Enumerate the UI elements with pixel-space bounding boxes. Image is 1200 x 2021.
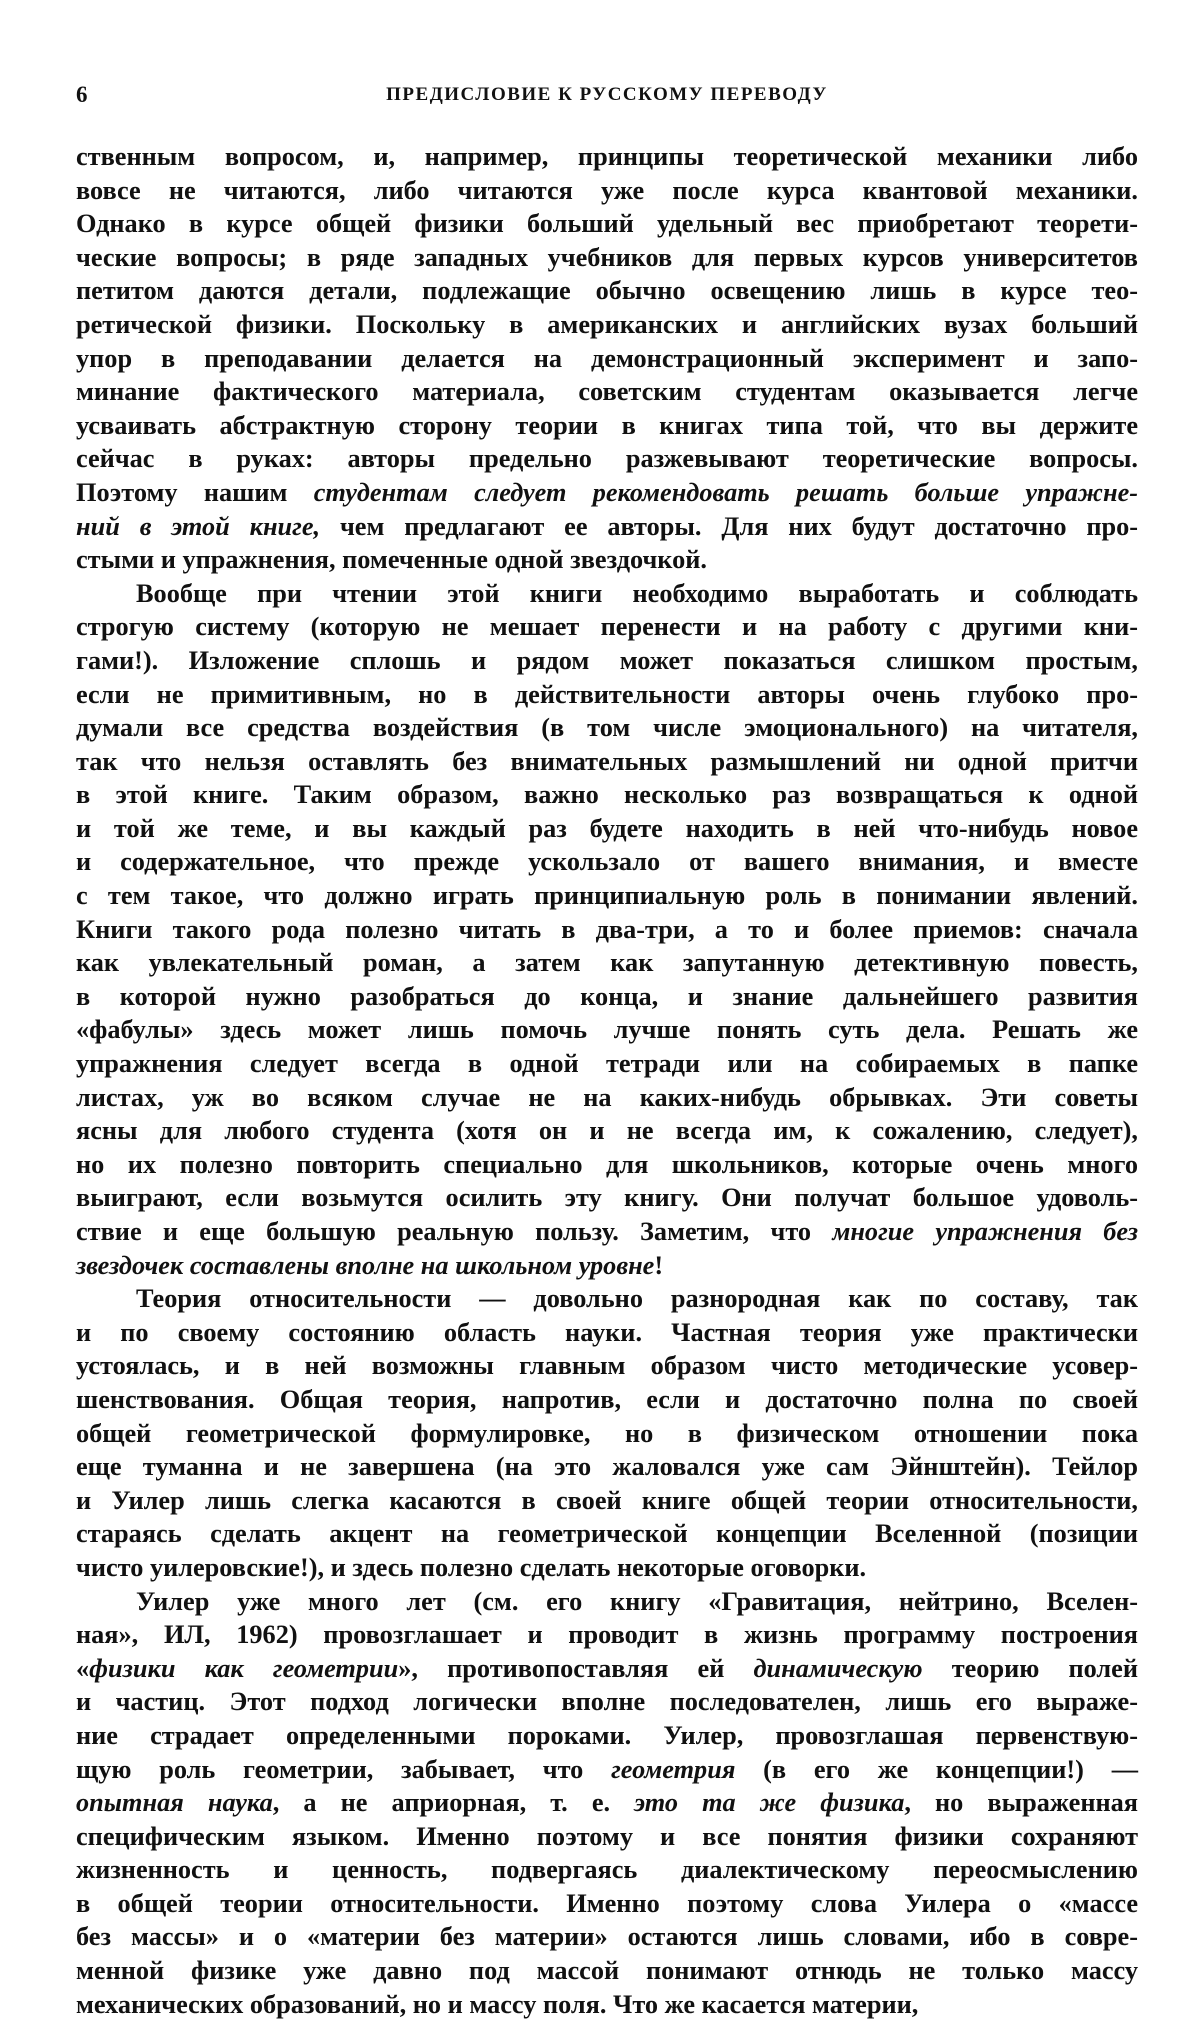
text-line: [76, 946, 1138, 980]
text-segment: гами!). Изложение сплошь и рядом может показаться слишком простым,: [76, 645, 1138, 675]
italic-text: звездочек составлены вполне на школьном уровне: [76, 1250, 655, 1280]
text-segment: но их полезно повторить специально для школьников, которые очень много: [76, 1149, 1138, 1179]
text-line: [76, 1685, 1138, 1719]
paragraph: [76, 140, 1138, 577]
text-segment: в которой нужно разобраться до конца, и знание дальнейшего развития: [76, 981, 1138, 1011]
text-segment: чисто уилеровские!), и здесь полезно сделать некоторые оговорки.: [76, 1552, 867, 1582]
running-head: ПРЕДИСЛОВИЕ К РУССКОМУ ПЕРЕВОДУ: [386, 84, 828, 105]
text-segment: «: [76, 1653, 90, 1683]
italic-text: ний в этой книге,: [76, 511, 321, 541]
text-segment: еще туманна и не завершена (на это жаловался уже сам Эйнштейн). Тейлор: [76, 1452, 1138, 1482]
text-segment: ная», ИЛ, 1962) провозглашает и проводит в жизнь программу построения: [76, 1620, 1138, 1650]
text-line: [76, 1753, 1138, 1787]
text-line: [76, 879, 1138, 913]
text-line: [76, 711, 1138, 745]
text-line: [76, 1820, 1138, 1854]
text-segment: ствие и еще большую реальную пользу. Заметим, что: [76, 1217, 833, 1246]
text-line: [76, 1316, 1138, 1350]
text-segment: устоялась, и в ней возможны главным образом чисто методические усовер-: [76, 1351, 1138, 1381]
text-segment: ретической физики. Поскольку в американских и английских вузах больший: [76, 309, 1138, 339]
text-line: [76, 577, 1138, 611]
text-line: [76, 1887, 1138, 1921]
text-line: [76, 1585, 1138, 1619]
text-segment: упражнения следует всегда в одной тетради или на собираемых в папке: [76, 1049, 1138, 1079]
italic-text: опытная наука: [76, 1788, 273, 1818]
text-line: [76, 174, 1138, 208]
text-segment: Теория относительности — довольно разнородная как по составу, так: [136, 1284, 1138, 1314]
text-line: [76, 1282, 1138, 1316]
body-text: [76, 140, 1138, 2021]
text-line: [76, 1148, 1138, 1182]
text-line: [76, 1349, 1138, 1383]
text-line: [76, 1181, 1138, 1215]
paragraph: [76, 577, 1138, 1282]
text-segment: сейчас в руках: авторы предельно разжевывают теоретические вопросы.: [76, 444, 1138, 474]
text-line: [76, 1450, 1138, 1484]
text-line: [76, 409, 1138, 443]
text-segment: если не примитивным, но в действительности авторы очень глубоко про-: [76, 679, 1138, 709]
text-line: [76, 207, 1138, 241]
text-segment: в этой книге. Таким образом, важно несколько раз возвращаться к одной: [76, 780, 1138, 810]
text-line: [76, 913, 1138, 947]
text-line: [76, 1786, 1138, 1820]
page-number: 6: [76, 82, 88, 107]
text-line: [76, 1114, 1138, 1148]
text-segment: », противопоставляя ей: [398, 1653, 754, 1683]
text-segment: в общей теории относительности. Именно поэтому слова Уилера о «массе: [76, 1888, 1138, 1918]
text-line: [76, 812, 1138, 846]
text-line: [76, 510, 1138, 544]
text-line: [76, 1484, 1138, 1518]
text-line: [76, 375, 1138, 409]
text-line: [76, 308, 1138, 342]
text-line: [76, 1652, 1138, 1686]
text-segment: вовсе не читаются, либо читаются уже после курса квантовой механики.: [76, 175, 1138, 205]
text-segment: и по своему состоянию область науки. Частная теория уже практически: [76, 1317, 1138, 1347]
text-segment: ческие вопросы; в ряде западных учебников для первых курсов университетов: [76, 242, 1138, 272]
text-line: [76, 778, 1138, 812]
text-line: [76, 1920, 1138, 1954]
text-segment: Поэтому нашим: [76, 477, 314, 507]
paragraph: [76, 1282, 1138, 1584]
text-line: [76, 1047, 1138, 1081]
text-segment: петитом даются детали, подлежащие обычно освещению лишь в курсе тео-: [76, 276, 1138, 306]
text-segment: выиграют, если возьмутся осилить эту книгу. Они получат большое удоволь-: [76, 1183, 1138, 1213]
text-segment: чем предлагают ее авторы. Для них будут достаточно про-: [320, 511, 1138, 541]
text-segment: упор в преподавании делается на демонстрационный эксперимент и запо-: [76, 343, 1138, 373]
text-line: [76, 1551, 1138, 1585]
text-segment: ясны для любого студента (хотя он и не всегда им, к сожалению, следует),: [76, 1116, 1138, 1146]
page-header: [76, 82, 1138, 112]
text-line: [76, 678, 1138, 712]
text-segment: ственным вопросом, и, например, принципы теоретической механики либо: [76, 142, 1138, 171]
text-line: [76, 980, 1138, 1014]
text-segment: Книги такого рода полезно читать в два-три, а то и более приемов: сначала: [76, 914, 1138, 944]
text-segment: как увлекательный роман, а затем как запутанную детективную повесть,: [76, 948, 1138, 978]
text-line: [76, 1517, 1138, 1551]
text-line: [76, 1988, 1138, 2021]
text-line: [76, 274, 1138, 308]
text-line: [76, 610, 1138, 644]
italic-text: физики как геометрии: [89, 1653, 399, 1683]
text-line: [76, 1954, 1138, 1988]
text-line: [76, 1417, 1138, 1451]
text-line: [76, 1081, 1138, 1115]
text-segment: теорию полей: [922, 1653, 1138, 1683]
text-segment: Вообще при чтении этой книги необходимо выработать и соблюдать: [136, 578, 1138, 608]
text-segment: без массы» и о «материи без материи» остаются лишь словами, ибо в совре-: [76, 1922, 1138, 1952]
text-segment: Однако в курсе общей физики больший удельный вес приобретают теорети-: [76, 209, 1138, 239]
italic-text: динамическую: [753, 1653, 923, 1683]
text-line: [76, 543, 1138, 577]
text-segment: Уилер уже много лет (см. его книгу «Гравитация, нейтрино, Вселен-: [136, 1586, 1138, 1616]
text-segment: усваивать абстрактную сторону теории в книгах типа той, что вы держите: [76, 410, 1138, 440]
text-segment: механических образований, но и массу поля. Что же касается материи,: [76, 1989, 919, 2019]
text-line: [76, 1719, 1138, 1753]
text-segment: менной физике уже давно под массой понимают отнюдь не только массу: [76, 1956, 1138, 1986]
text-line: [76, 644, 1138, 678]
text-segment: строгую систему (которую не мешает перенести и на работу с другими кни-: [76, 612, 1138, 642]
italic-text: многие упражнения без: [832, 1217, 1138, 1246]
text-segment: и содержательное, что прежде ускользало от вашего внимания, и вместе: [76, 847, 1138, 877]
italic-text: это та же физика: [634, 1788, 905, 1818]
text-line: [76, 845, 1138, 879]
text-line: [76, 745, 1138, 779]
text-line: [76, 1383, 1138, 1417]
text-segment: думали все средства воздействия (в том числе эмоционального) на читателя,: [76, 713, 1138, 743]
text-line: [76, 140, 1138, 174]
text-segment: и Уилер лишь слегка касаются в своей книге общей теории относительности,: [76, 1485, 1138, 1515]
text-line: [76, 342, 1138, 376]
text-segment: и той же теме, и вы каждый раз будете находить в ней что-нибудь новое: [76, 813, 1138, 843]
text-segment: минание фактического материала, советским студентам оказывается легче: [76, 377, 1138, 407]
text-segment: , но выраженная: [904, 1788, 1138, 1818]
text-segment: , а не априорная, т. е.: [272, 1788, 635, 1818]
text-line: [76, 241, 1138, 275]
text-line: [76, 1853, 1138, 1887]
text-segment: специфическим языком. Именно поэтому и все понятия физики сохраняют: [76, 1821, 1138, 1851]
text-segment: листах, уж во всяком случае не на каких-нибудь обрывках. Эти советы: [76, 1082, 1138, 1112]
text-line: [76, 1013, 1138, 1047]
text-segment: !: [654, 1250, 664, 1280]
text-segment: (в его же концепции!) —: [735, 1754, 1138, 1784]
paragraph: [76, 1585, 1138, 2021]
text-segment: «фабулы» здесь может лишь помочь лучше понять суть дела. Решать же: [76, 1015, 1138, 1045]
text-segment: жизненность и ценность, подвергаясь диалектическому переосмыслению: [76, 1855, 1138, 1885]
text-segment: стараясь сделать акцент на геометрической концепции Вселенной (позиции: [76, 1519, 1138, 1549]
text-segment: щую роль геометрии, забывает, что: [76, 1754, 612, 1784]
text-line: [76, 1215, 1138, 1249]
text-line: [76, 442, 1138, 476]
text-segment: шенствования. Общая теория, напротив, если и достаточно полна по своей: [76, 1384, 1138, 1414]
text-line: [76, 1618, 1138, 1652]
italic-text: студентам следует рекомендовать решать больше упражне-: [313, 477, 1138, 507]
text-line: [76, 476, 1138, 510]
text-segment: и частиц. Этот подход логически вполне последователен, лишь его выраже-: [76, 1687, 1138, 1717]
italic-text: геометрия: [611, 1754, 736, 1784]
text-segment: с тем такое, что должно играть принципиальную роль в понимании явлений.: [76, 881, 1138, 911]
text-segment: ние страдает определенными пороками. Уилер, провозглашая первенствую-: [76, 1720, 1138, 1750]
text-segment: так что нельзя оставлять без внимательных размышлений ни одной притчи: [76, 746, 1138, 776]
text-segment: общей геометрической формулировке, но в физическом отношении пока: [76, 1418, 1138, 1448]
text-segment: стыми и упражнения, помеченные одной звездочкой.: [76, 545, 707, 575]
text-line: [76, 1249, 1138, 1283]
